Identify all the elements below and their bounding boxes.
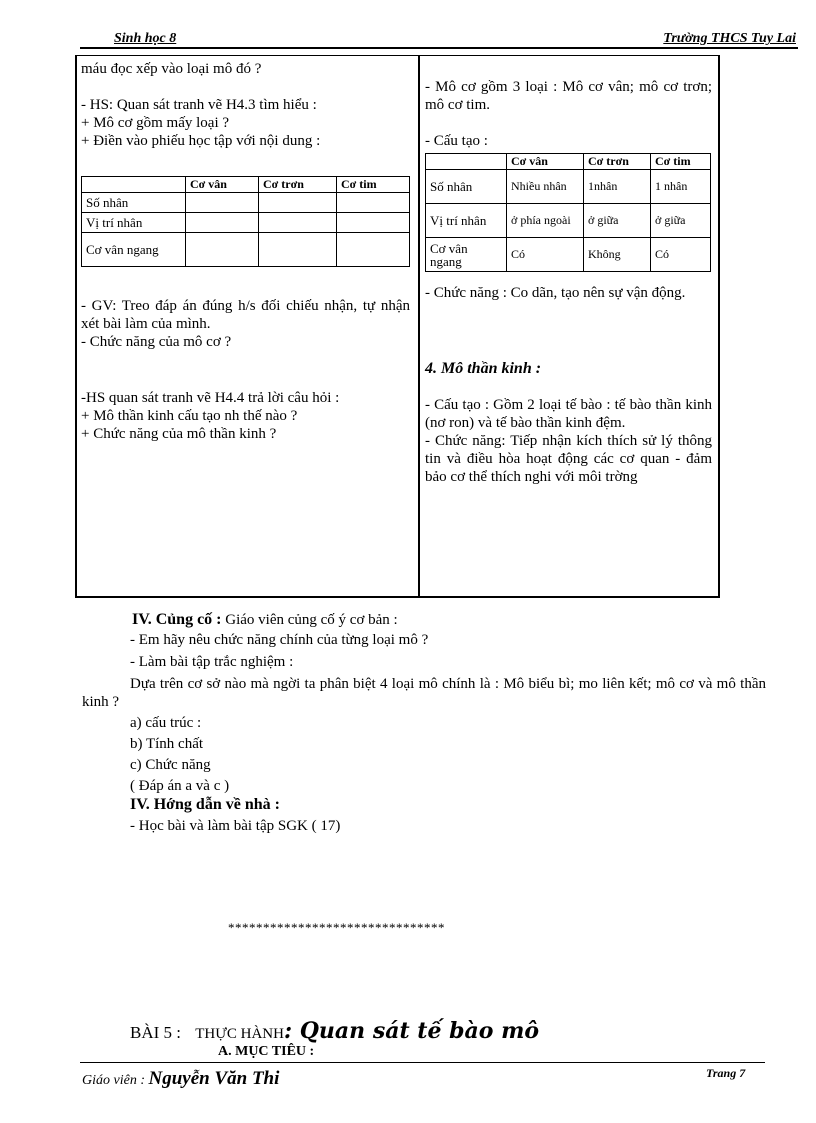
- lesson-title: : Quan sát tế bào mô: [283, 1018, 540, 1044]
- consolidation-heading-line: [132, 610, 772, 630]
- section-heading-nerve-tissue: 4. Mô thần kinh :: [425, 360, 542, 377]
- table-cell: Vị trí nhân: [426, 204, 507, 238]
- question-3: Dựa trên cơ sở nào mà ngời ta phân biệt 4 loại mô chính là : Mô biểu bì; mo liên kết; mô cơ và mô thần kinh ?: [82, 676, 766, 710]
- left-column-lower: [81, 297, 410, 443]
- table-cell: Có: [651, 238, 711, 272]
- left-p8: + Mô thần kinh cấu tạo nh thế nào ?: [81, 408, 298, 424]
- left-p7: -HS quan sát tranh vẽ H4.4 trả lời câu hỏi :: [81, 390, 340, 406]
- left-p1: máu đọc xếp vào loại mô đó ?: [81, 61, 262, 77]
- left-p6: - Chức năng của mô cơ ?: [81, 334, 232, 350]
- table-cell-empty: [259, 213, 337, 233]
- table-cell-empty: [337, 213, 410, 233]
- left-p5: - GV: Treo đáp án đúng h/s đối chiếu nhận, tự nhận xét bài làm của mình.: [81, 298, 410, 332]
- next-lesson-title: [130, 1018, 539, 1044]
- answer-key: ( Đáp án a và c ): [130, 778, 230, 794]
- table-cell: ở giữa: [651, 204, 711, 238]
- right-p3: - Chức năng : Co dãn, tạo nên sự vận động.: [425, 285, 686, 301]
- right-column-lower: [425, 284, 712, 486]
- table-cell-empty: [259, 233, 337, 267]
- table-header: Cơ tim: [651, 154, 711, 170]
- table-cell: Cơ vân ngang: [82, 233, 186, 267]
- teacher-label: Giáo viên :: [82, 1073, 145, 1088]
- table-cell: Không: [584, 238, 651, 272]
- question-2: - Làm bài tập trắc nghiệm :: [130, 654, 294, 670]
- option-c: c) Chức năng: [130, 757, 211, 773]
- table-cell: Số nhân: [82, 193, 186, 213]
- answer-options: [130, 713, 229, 797]
- separator-stars: *******************************: [228, 920, 445, 935]
- table-row: [82, 213, 410, 233]
- objectives-heading: A. MỤC TIÊU :: [218, 1044, 315, 1059]
- table-header: Cơ vân: [186, 177, 259, 193]
- table-row: [82, 193, 410, 213]
- left-p3: + Mô cơ gồm mấy loại ?: [81, 115, 230, 131]
- left-p9: + Chức năng của mô thần kinh ?: [81, 426, 277, 442]
- table-cell-empty: [186, 233, 259, 267]
- footer-teacher: [82, 1068, 279, 1090]
- table-cell: ở phía ngoài: [507, 204, 584, 238]
- table-cell: Cơ vân ngang: [426, 238, 507, 272]
- lesson-label: BÀI 5 :: [130, 1023, 181, 1042]
- header-rule: [80, 47, 798, 49]
- footer-rule: [80, 1062, 765, 1063]
- table-cell-empty: [337, 193, 410, 213]
- table-cell: 1 nhân: [651, 170, 711, 204]
- homework-item: - Học bài và làm bài tập SGK ( 17): [130, 818, 341, 834]
- right-p1: - Mô cơ gồm 3 loại : Mô cơ vân; mô cơ trơn; mô cơ tim.: [425, 79, 712, 113]
- table-cell: [426, 154, 507, 170]
- table-cell: Nhiều nhân: [507, 170, 584, 204]
- table-row: [426, 154, 711, 170]
- question-1: - Em hãy nêu chức năng chính của từng loại mô ?: [130, 632, 429, 648]
- table-cell-empty: [186, 193, 259, 213]
- table-cell: ở giữa: [584, 204, 651, 238]
- table-header: Cơ trơn: [259, 177, 337, 193]
- table-cell: 1nhân: [584, 170, 651, 204]
- page-number: Trang 7: [706, 1066, 746, 1080]
- table-cell: Số nhân: [426, 170, 507, 204]
- left-column: [81, 60, 412, 150]
- table-cell-empty: [186, 213, 259, 233]
- right-p2: - Cấu tạo :: [425, 133, 488, 149]
- consolidation-intro: Giáo viên củng cố ý cơ bản :: [225, 612, 398, 628]
- header-school: Trường THCS Tuy Lai: [663, 31, 796, 46]
- right-p4: - Cấu tạo : Gồm 2 loại tế bào : tế bào thần kinh (nơ ron) và tế bào thần kinh đệm.: [425, 397, 712, 431]
- table-cell: Có: [507, 238, 584, 272]
- table-cell: [82, 177, 186, 193]
- table-row: [82, 233, 410, 267]
- table-cell-empty: [259, 193, 337, 213]
- left-worksheet-table: [81, 176, 410, 267]
- left-p4: + Điền vào phiếu học tập với nội dung :: [81, 133, 321, 149]
- table-row: [426, 238, 711, 272]
- consolidation-heading: IV. Củng cố :: [132, 611, 222, 628]
- table-header: Cơ trơn: [584, 154, 651, 170]
- table-row: [426, 170, 711, 204]
- left-p2: - HS: Quan sát tranh vẽ H4.3 tìm hiểu :: [81, 97, 317, 113]
- table-cell: Vị trí nhân: [82, 213, 186, 233]
- table-header: Cơ vân: [507, 154, 584, 170]
- right-column: [425, 78, 712, 150]
- right-answer-table: [425, 153, 711, 272]
- table-header: Cơ tim: [337, 177, 410, 193]
- lesson-tag: THỰC HÀNH: [195, 1026, 284, 1042]
- homework-heading: IV. Hớng dẫn về nhà :: [130, 796, 280, 813]
- table-cell-empty: [337, 233, 410, 267]
- table-row: [82, 177, 410, 193]
- column-divider: [418, 55, 420, 598]
- option-a: a) cấu trúc :: [130, 715, 202, 731]
- right-p5: - Chức năng: Tiếp nhận kích thích sử lý thông tin và điều hòa hoạt động các cơ quan - đảm bảo cơ thể thích nghi với môi trờng: [425, 433, 712, 485]
- teacher-name: Nguyễn Văn Thi: [148, 1068, 280, 1089]
- table-row: [426, 204, 711, 238]
- header-subject: Sinh học 8: [114, 31, 177, 46]
- option-b: b) Tính chất: [130, 736, 204, 752]
